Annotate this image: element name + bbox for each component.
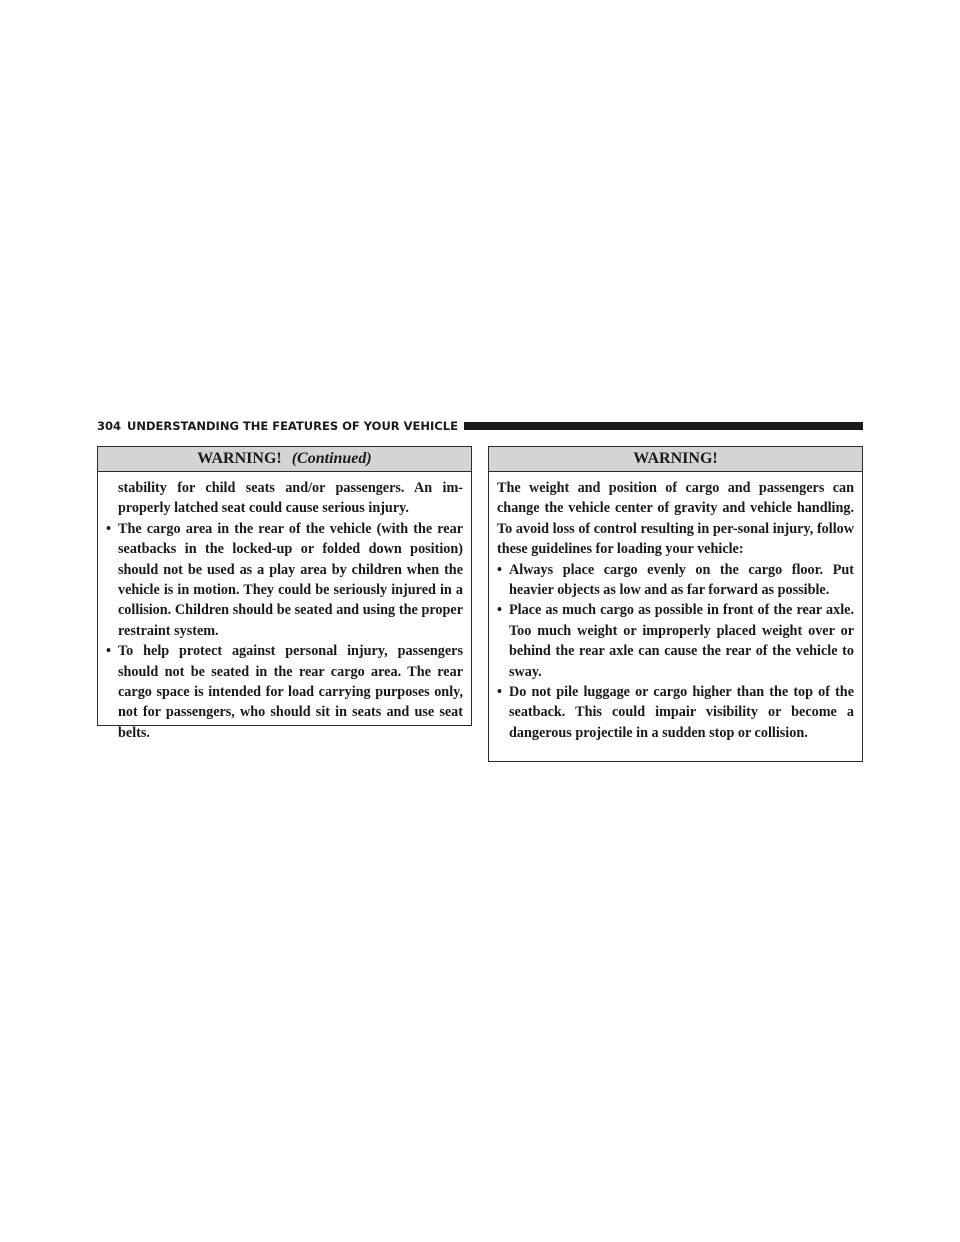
bullet-item: [106, 641, 463, 743]
bullet-icon: •: [106, 520, 111, 537]
warning-intro: The weight and position of cargo and passengers can change the vehicle center of gravity and vehicle handling. To avoid loss of control resulting in per-sonal injury, follow these guidelines for loading your vehicle:: [497, 480, 854, 558]
bullet-icon: •: [497, 561, 502, 578]
header-rule: [464, 422, 863, 430]
bullet-icon: •: [497, 684, 502, 701]
bullet-item: [497, 682, 854, 743]
page-number: 304: [97, 419, 122, 433]
continued-text: stability for child seats and/or passengers. An im-properly latched seat could cause serious injury.: [118, 480, 463, 517]
warning-box-continued: [97, 446, 472, 741]
warning-body: [98, 472, 471, 743]
bullet-item: [497, 560, 854, 601]
warning-body: [489, 472, 862, 743]
bullet-text: The cargo area in the rear of the vehicle (with the rear seatbacks in the locked-up or folded down position) should not be used as a play area by children when the vehicle is in motion. They could be seriously injured in a collision. Children should be seated and using the proper restraint system.: [118, 520, 463, 639]
bullet-item: [106, 519, 463, 641]
warning-title: [98, 447, 471, 472]
bullet-text: Place as much cargo as possible in front of the rear axle. Too much weight or improperly placed weight over or behind the rear axle can cause the rear of the vehicle to sway.: [509, 602, 854, 680]
warning-label: WARNING!: [633, 450, 718, 467]
bullet-text: Do not pile luggage or cargo higher than the top of the seatback. This could impair visibility or become a dangerous projectile in a sudden stop or collision.: [509, 684, 854, 741]
warning-box-cargo: [488, 446, 863, 762]
bullet-icon: •: [497, 602, 502, 619]
warning-label: WARNING!: [197, 450, 282, 467]
bullet-text: Always place cargo evenly on the cargo floor. Put heavier objects as low and as far forward as possible.: [509, 561, 854, 599]
continued-label: (Continued): [291, 450, 372, 467]
bullet-icon: •: [106, 643, 111, 660]
warning-title: [489, 447, 862, 472]
bullet-item: [497, 600, 854, 682]
section-title: UNDERSTANDING THE FEATURES OF YOUR VEHICLE: [127, 419, 458, 433]
bullet-text: To help protect against personal injury, passengers should not be seated in the rear cargo area. The rear cargo space is intended for load carrying purposes only, not for passengers, who should sit in seats and use seat belts.: [118, 643, 463, 741]
page-header: [97, 418, 863, 434]
